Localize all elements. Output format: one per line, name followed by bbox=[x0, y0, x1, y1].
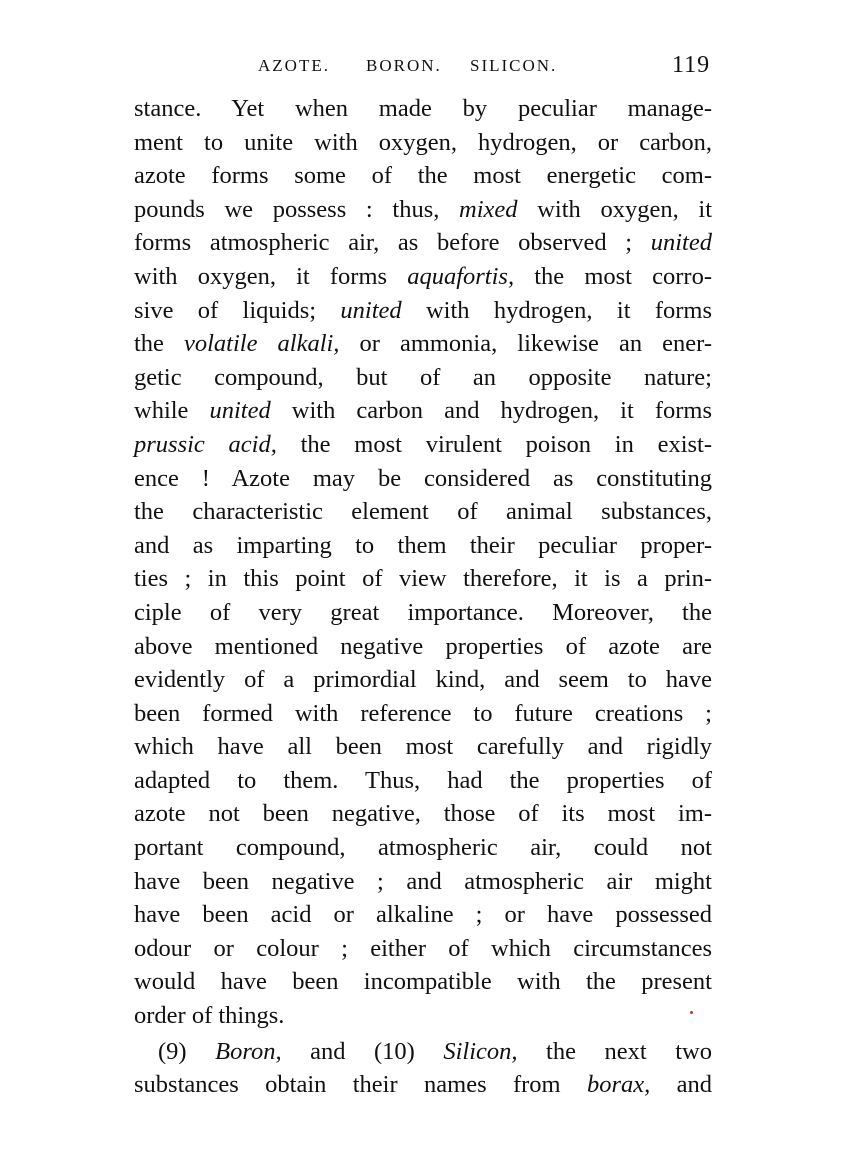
text-run: the most corro- bbox=[514, 262, 712, 290]
text-line bbox=[134, 932, 712, 966]
text-run: stance. Yet when made by peculiar manage- bbox=[134, 95, 712, 122]
text-run: or ammonia, likewise an ener- bbox=[339, 330, 712, 358]
text-line bbox=[134, 126, 712, 160]
text-line bbox=[134, 1035, 712, 1069]
text-run: forms atmospheric air, as before observed ; bbox=[134, 229, 651, 257]
text-run: the most virulent poison in exist- bbox=[276, 430, 712, 458]
text-line bbox=[134, 1068, 712, 1102]
text-line bbox=[134, 865, 712, 899]
text-run: ence ! Azote may be considered as constituting bbox=[134, 464, 712, 492]
italic-term: united bbox=[340, 296, 402, 324]
ink-speck bbox=[690, 1011, 693, 1014]
text-run: have been acid or alkaline ; or have possessed bbox=[134, 901, 712, 929]
text-run: above mentioned negative properties of azote are bbox=[134, 632, 712, 660]
text-run: azote not been negative, those of its most im- bbox=[134, 800, 712, 828]
italic-term: Boron, bbox=[215, 1037, 282, 1065]
text-run: and (10) bbox=[281, 1037, 444, 1065]
text-run: order of things. bbox=[134, 1002, 285, 1030]
text-run: pounds we possess : thus, bbox=[134, 195, 460, 223]
text-run: portant compound, atmospheric air, could not bbox=[134, 834, 712, 862]
text-line bbox=[134, 495, 712, 529]
text-run: with oxygen, it bbox=[517, 195, 713, 223]
running-head bbox=[258, 56, 718, 82]
text-line bbox=[134, 226, 712, 260]
running-head-silicon: SILICON. bbox=[470, 56, 558, 75]
italic-term: mixed bbox=[459, 195, 518, 223]
text-run: while bbox=[134, 397, 210, 425]
paragraph bbox=[134, 92, 712, 1033]
text-line bbox=[134, 562, 712, 596]
text-line bbox=[134, 999, 712, 1033]
text-run: odour or colour ; either of which circumstances bbox=[134, 934, 712, 962]
text-run: which have all been most carefully and rigidly bbox=[134, 733, 712, 761]
running-head-azote: AZOTE. bbox=[258, 56, 330, 75]
text-run: evidently of a primordial kind, and seem to have bbox=[134, 666, 712, 694]
text-run: getic compound, but of an opposite nature; bbox=[134, 363, 712, 391]
text-line bbox=[134, 596, 712, 630]
text-run: ciple of very great importance. Moreover, the bbox=[134, 598, 712, 626]
italic-term: aquafortis, bbox=[407, 262, 515, 290]
text-line bbox=[134, 965, 712, 999]
body-text bbox=[134, 92, 712, 1102]
running-head-boron: BORON. bbox=[366, 56, 442, 75]
text-run: have been negative ; and atmospheric air might bbox=[134, 867, 712, 895]
italic-term: prussic acid, bbox=[134, 430, 277, 458]
text-line bbox=[134, 529, 712, 563]
text-run: and as imparting to them their peculiar proper- bbox=[134, 531, 712, 559]
italic-term: borax, bbox=[586, 1071, 651, 1099]
text-run: with carbon and hydrogen, it forms bbox=[270, 397, 712, 425]
text-run: sive of liquids; bbox=[134, 296, 341, 324]
text-line bbox=[134, 764, 712, 798]
text-run: adapted to them. Thus, had the properties of bbox=[134, 766, 712, 794]
text-line bbox=[134, 630, 712, 664]
text-line bbox=[134, 361, 712, 395]
text-run: with oxygen, it forms bbox=[134, 262, 408, 290]
text-line bbox=[134, 730, 712, 764]
text-run: azote forms some of the most energetic com- bbox=[134, 162, 712, 190]
text-run: substances obtain their names from bbox=[134, 1071, 587, 1099]
text-line bbox=[134, 797, 712, 831]
italic-term: united bbox=[650, 229, 712, 257]
text-run: ment to unite with oxygen, hydrogen, or carbon, bbox=[134, 128, 712, 156]
text-line bbox=[134, 159, 712, 193]
text-line bbox=[134, 462, 712, 496]
text-run: and bbox=[650, 1071, 713, 1099]
text-line bbox=[134, 294, 712, 328]
text-line bbox=[134, 428, 712, 462]
text-line bbox=[134, 193, 712, 227]
paragraph bbox=[134, 1035, 712, 1102]
text-run: been formed with reference to future creations ; bbox=[134, 699, 712, 727]
text-line bbox=[134, 327, 712, 361]
text-run: the bbox=[134, 330, 184, 358]
italic-term: volatile alkali, bbox=[183, 330, 340, 358]
text-run: with hydrogen, it forms bbox=[401, 296, 712, 324]
text-run: ties ; in this point of view therefore, it is a prin- bbox=[134, 565, 712, 593]
text-line bbox=[134, 260, 712, 294]
text-line bbox=[134, 831, 712, 865]
page-number: 119 bbox=[672, 52, 711, 78]
text-run: the characteristic element of animal substances, bbox=[134, 498, 712, 526]
italic-term: Silicon, bbox=[443, 1037, 518, 1065]
text-run: the next two bbox=[517, 1037, 712, 1065]
text-line bbox=[134, 697, 712, 731]
text-line bbox=[134, 92, 712, 126]
text-line bbox=[134, 663, 712, 697]
text-run: would have been incompatible with the present bbox=[134, 968, 712, 996]
text-run: (9) bbox=[158, 1037, 216, 1065]
italic-term: united bbox=[209, 397, 271, 425]
text-line bbox=[134, 394, 712, 428]
text-line bbox=[134, 898, 712, 932]
